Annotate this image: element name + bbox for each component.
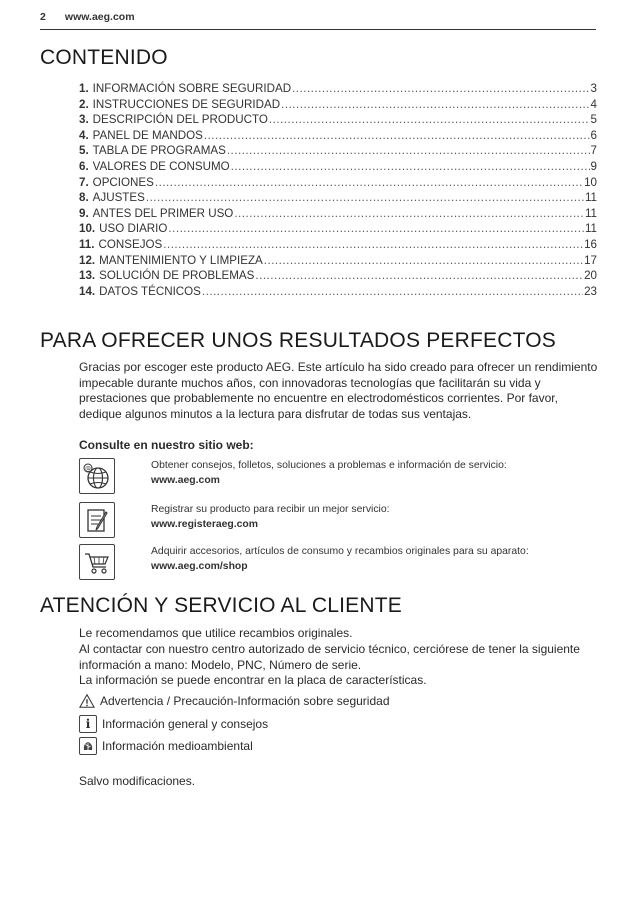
toc-item-number: 8.: [79, 191, 89, 205]
web-row-info-url[interactable]: www.aeg.com: [151, 475, 220, 486]
legend-environment: [79, 737, 253, 755]
toc-item-label: TABLA DE PROGRAMAS: [92, 144, 226, 158]
toc-item-number: 13.: [79, 269, 96, 283]
web-row-shop-text: Adquirir accesorios, artículos de consumo y recambios originales para su aparato:: [151, 546, 529, 557]
toc-item-number: 3.: [79, 113, 89, 127]
toc-leader-dots: [231, 160, 590, 173]
toc-leader-dots: [155, 176, 583, 189]
page-number: 2: [40, 11, 46, 23]
toc-item-number: 10.: [79, 222, 96, 236]
toc-title: CONTENIDO: [40, 46, 168, 69]
toc-item[interactable]: [79, 254, 597, 270]
toc-item-number: 9.: [79, 206, 89, 220]
toc-item-number: 4.: [79, 128, 89, 142]
toc-item-page: 3: [590, 82, 597, 95]
toc-item[interactable]: [79, 191, 597, 207]
web-row-info-text: Obtener consejos, folletos, soluciones a problemas e información de servicio:: [151, 460, 507, 471]
toc-item-page: 6: [590, 128, 597, 142]
toc-item[interactable]: [79, 129, 597, 145]
toc-item-number: 14.: [79, 284, 96, 298]
site-url[interactable]: www.aeg.com: [64, 11, 135, 23]
toc-item-label: PANEL DE MANDOS: [92, 128, 203, 142]
section-title-perfect-results: PARA OFRECER UNOS RESULTADOS PERFECTOS: [40, 329, 556, 352]
toc-item[interactable]: [79, 238, 597, 254]
intro-paragraph: Gracias por escoger este producto AEG. Este artículo ha sido creado para ofrecer un rendimiento impecable durante muchos años, con innovadoras tecnologías que facilitarán su vida y prestaciones que probablemente no encuentre en electrodomésticos corrientes. Por favor, dedique algunos minutos a la lectura para disfrutar de todas sus ventajas.: [79, 360, 598, 421]
service-line-2: Al contactar con nuestro centro autorizado de servicio técnico, cerciórese de tener la siguiente información a mano: Modelo, PNC, Número de serie.: [79, 642, 580, 672]
globe-icon: [79, 458, 115, 494]
cart-icon: [79, 544, 115, 580]
warning-icon: [79, 693, 95, 709]
toc-item-page: 7: [590, 144, 597, 158]
web-row-register-url[interactable]: www.registeraeg.com: [151, 519, 259, 530]
toc-item-page: 17: [584, 253, 597, 267]
website-heading: Consulte en nuestro sitio web:: [79, 438, 254, 452]
toc-item-page: 4: [590, 97, 597, 111]
web-row-register-text: Registrar su producto para recibir un mejor servicio:: [151, 504, 390, 515]
toc-leader-dots: [234, 207, 584, 220]
web-row-shop-url[interactable]: www.aeg.com/shop: [151, 561, 248, 572]
toc-item-page: 11: [584, 191, 597, 205]
toc-item-label: DESCRIPCIÓN DEL PRODUCTO: [92, 113, 268, 127]
toc-item-number: 7.: [79, 175, 89, 189]
toc-leader-dots: [281, 98, 589, 111]
toc-item-page: 10: [584, 175, 597, 189]
toc-item[interactable]: [79, 222, 597, 238]
toc-item-label: ANTES DEL PRIMER USO: [92, 206, 234, 220]
toc-item-label: DATOS TÉCNICOS: [99, 284, 201, 298]
web-row-register: [79, 502, 599, 542]
table-of-contents: [79, 82, 597, 300]
toc-item-page: 11: [584, 222, 597, 236]
toc-item[interactable]: [79, 98, 597, 114]
toc-item[interactable]: [79, 82, 597, 98]
legend-warning: [79, 693, 390, 709]
section-title-customer-service: ATENCIÓN Y SERVICIO AL CLIENTE: [40, 594, 402, 617]
toc-item[interactable]: [79, 160, 597, 176]
toc-item-page: 16: [584, 237, 597, 251]
toc-item-page: 23: [584, 284, 597, 298]
service-line-1: Le recomendamos que utilice recambios originales.: [79, 626, 353, 640]
toc-item[interactable]: [79, 285, 597, 301]
toc-item[interactable]: [79, 144, 597, 160]
toc-item-label: INSTRUCCIONES DE SEGURIDAD: [92, 97, 281, 111]
toc-leader-dots: [292, 82, 589, 95]
toc-item-number: 1.: [79, 82, 89, 95]
toc-leader-dots: [202, 285, 583, 298]
toc-item-label: USO DIARIO: [99, 222, 168, 236]
toc-item-label: INFORMACIÓN SOBRE SEGURIDAD: [92, 82, 292, 95]
toc-item-label: AJUSTES: [92, 191, 145, 205]
service-line-3: La información se puede encontrar en la placa de características.: [79, 673, 427, 687]
toc-item[interactable]: [79, 176, 597, 192]
toc-item-label: MANTENIMIENTO Y LIMPIEZA: [99, 253, 263, 267]
legend-info: [79, 715, 268, 733]
legend-warning-label: Advertencia / Precaución-Información sobre seguridad: [100, 694, 390, 708]
toc-leader-dots: [168, 222, 584, 235]
environment-icon: [79, 737, 97, 755]
toc-item-number: 2.: [79, 97, 89, 111]
svg-text:@: @: [85, 465, 91, 473]
toc-item[interactable]: [79, 113, 597, 129]
toc-item-number: 5.: [79, 144, 89, 158]
toc-item-label: OPCIONES: [92, 175, 154, 189]
toc-item[interactable]: [79, 269, 597, 285]
page-header: [40, 11, 135, 23]
toc-item-label: VALORES DE CONSUMO: [92, 159, 230, 173]
footer-note: Salvo modificaciones.: [79, 774, 196, 788]
legend-environment-label: Información medioambiental: [102, 739, 253, 753]
toc-item-page: 20: [584, 269, 597, 283]
toc-item-label: SOLUCIÓN DE PROBLEMAS: [99, 269, 255, 283]
toc-item[interactable]: [79, 207, 597, 223]
toc-item-page: 11: [584, 206, 597, 220]
toc-leader-dots: [264, 254, 583, 267]
info-icon: i: [79, 715, 97, 733]
toc-leader-dots: [204, 129, 590, 142]
toc-item-number: 6.: [79, 159, 89, 173]
toc-leader-dots: [146, 191, 584, 204]
toc-leader-dots: [163, 238, 583, 251]
web-row-shop: [79, 544, 599, 584]
register-icon: [79, 502, 115, 538]
toc-item-page: 9: [590, 159, 597, 173]
toc-leader-dots: [269, 113, 590, 126]
legend-info-label: Información general y consejos: [102, 717, 269, 731]
toc-leader-dots: [255, 269, 583, 282]
toc-item-page: 5: [590, 113, 597, 127]
web-row-info: [79, 458, 599, 498]
toc-item-number: 11.: [79, 237, 95, 251]
toc-item-number: 12.: [79, 253, 96, 267]
toc-item-label: CONSEJOS: [98, 237, 163, 251]
toc-leader-dots: [227, 144, 590, 157]
header-divider: [40, 29, 596, 30]
